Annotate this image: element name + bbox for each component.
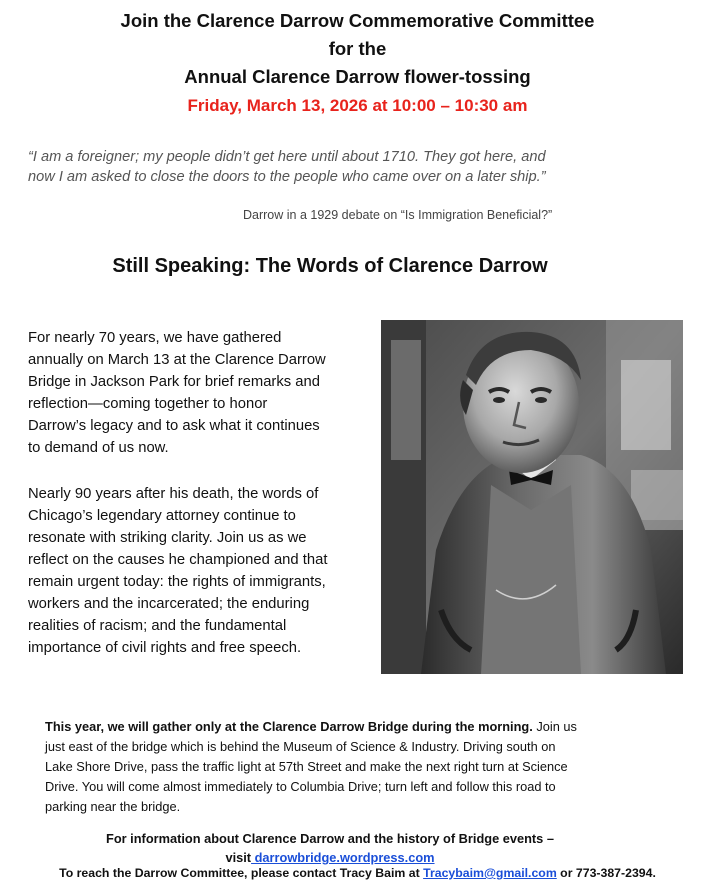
header-line-2: for the xyxy=(328,38,387,59)
gathering-line: Lake Shore Drive, pass the traffic light at 57th Street and make the next right turn at Science xyxy=(45,759,568,774)
header-line-1: Join the Clarence Darrow Commemorative Committee xyxy=(120,10,595,31)
paragraph-line: For nearly 70 years, we have gathered xyxy=(28,330,282,346)
paragraph-line: annually on March 13 at the Clarence Darrow xyxy=(28,352,326,368)
paragraph-line: reflection—coming together to honor xyxy=(28,396,268,412)
contact-prefix: To reach the Darrow Committee, please contact Tracy Baim at xyxy=(59,866,424,880)
contact-line xyxy=(0,866,715,880)
gathering-text: Join us xyxy=(532,719,577,734)
quote-line-2: now I am asked to close the doors to the people who came over on a later ship.” xyxy=(28,169,546,185)
gathering-line-1 xyxy=(45,717,665,737)
paragraph-line: realities of racism; and the fundamental xyxy=(28,618,287,634)
info-line-1: For information about Clarence Darrow and the history of Bridge events – xyxy=(106,831,554,846)
paragraph-line: Nearly 90 years after his death, the words of xyxy=(28,486,319,502)
paragraph-line: Bridge in Jackson Park for brief remarks and xyxy=(28,374,320,390)
paragraph-line: remain urgent today: the rights of immigrants, xyxy=(28,574,326,590)
visit-label: visit xyxy=(225,850,252,865)
paragraph-line: workers and the incarcerated; the enduring xyxy=(28,596,310,612)
gathering-line: just east of the bridge which is behind the Museum of Science & Industry. Driving south on xyxy=(45,739,556,754)
paragraph-line: Chicago’s legendary attorney continue to xyxy=(28,508,296,524)
quote-line-1: “I am a foreigner; my people didn’t get here until about 1710. They got here, and xyxy=(28,149,546,165)
event-date: Friday, March 13, 2026 at 10:00 – 10:30 am xyxy=(187,96,528,115)
quote-attribution: Darrow in a 1929 debate on “Is Immigration Beneficial?” xyxy=(243,208,553,222)
paragraph-2 xyxy=(28,483,373,659)
paragraph-line: importance of civil rights and free speech. xyxy=(28,640,302,656)
gathering-line: Drive. You will come almost immediately to Columbia Drive; turn left and follow this road to xyxy=(45,779,556,794)
paragraph-line: reflect on the causes he championed and that xyxy=(28,552,328,568)
info-line-2 xyxy=(0,848,660,868)
section-title: Still Speaking: The Words of Clarence Darrow xyxy=(112,255,548,277)
gathering-details xyxy=(45,717,665,817)
paragraph-line: to demand of us now. xyxy=(28,440,169,456)
gathering-line: parking near the bridge. xyxy=(45,799,181,814)
paragraph-line: Darrow’s legacy and to ask what it continues xyxy=(28,418,320,434)
darrow-portrait-photo xyxy=(381,320,683,674)
paragraph-line: resonate with striking clarity. Join us as we xyxy=(28,530,307,546)
website-link[interactable]: darrowbridge.wordpress.com xyxy=(251,850,435,865)
contact-suffix: or 773-387-2394. xyxy=(556,866,656,880)
email-link[interactable]: Tracybaim@gmail.com xyxy=(423,866,557,880)
paragraph-1 xyxy=(28,327,373,459)
header-line-3: Annual Clarence Darrow flower-tossing xyxy=(184,66,531,87)
gathering-bold-text: This year, we will gather only at the Clarence Darrow Bridge during the morning. xyxy=(45,719,533,734)
